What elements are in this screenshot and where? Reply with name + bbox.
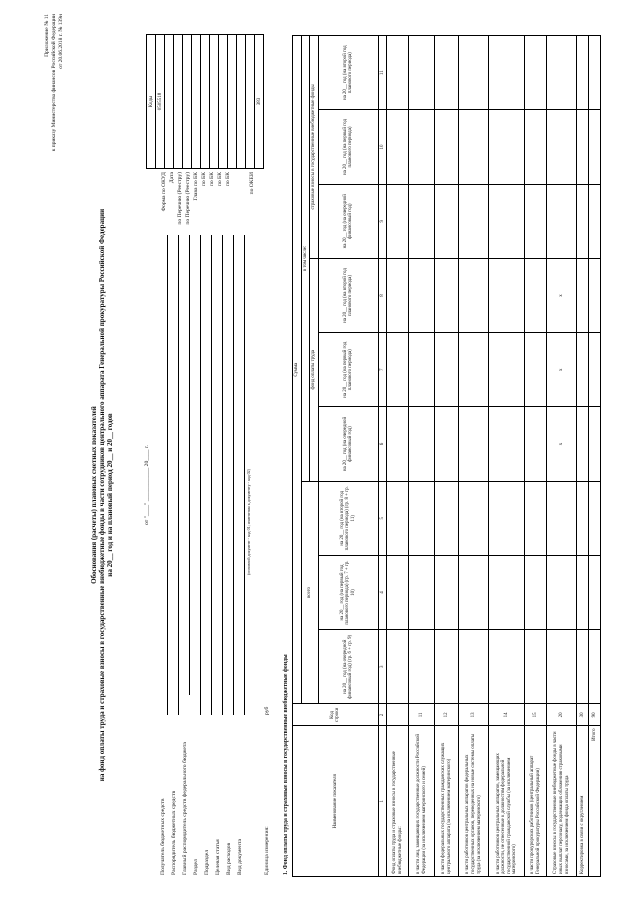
row-name: в части федеральных государственных гражданских служащих центрального аппарата (за исключением материнского) <box>435 726 459 877</box>
title-line-1: Обоснования (расчеты) плановых сметных показателей <box>90 406 98 584</box>
code-okei: 383 <box>255 35 264 169</box>
registry-label-1: по Перечню (Реестру) <box>177 172 183 225</box>
total-code: 90 <box>589 704 601 726</box>
table-row <box>547 36 577 877</box>
okei-label: по ОКЕИ <box>249 172 255 195</box>
row-code: 30 <box>577 704 589 726</box>
table-row <box>409 36 435 877</box>
row-name: в части работников центральных аппаратов федеральных государственных органов, переведенных на новые системы оплаты труда (за исключением материнского) <box>459 726 489 877</box>
codes-header: Коды <box>147 35 156 169</box>
col-num: 7 <box>378 333 387 407</box>
x-mark: x <box>547 407 577 481</box>
row-name: Фонд оплаты труда и страховые взносы в государственные внебюджетные фонды: <box>387 726 409 877</box>
code-bk-2 <box>210 35 219 169</box>
date-line: от "____" ____________ 20____ г. <box>144 445 150 525</box>
col-num: 6 <box>378 407 387 481</box>
col-code-header: Код строки <box>293 704 379 726</box>
bk-label-3: по БК <box>217 172 223 187</box>
code-extra-1 <box>237 35 246 169</box>
document-title <box>90 185 114 805</box>
unit-value: руб <box>264 706 270 715</box>
col-num: 11 <box>378 36 387 110</box>
doc-type-note: (основной документ - код 01; изменения к документу - код 02) <box>246 469 251 575</box>
row-code: 13 <box>459 704 489 726</box>
sub-header-10: на 20__ год (на первый год планового периода) <box>318 110 378 184</box>
row-name: Корректировка в связи с округлением <box>577 726 589 877</box>
sub-header-7: на 20__ год (на первый год планового периода) <box>318 333 378 407</box>
col-incl-header: в том числе: <box>301 36 310 482</box>
col-num: 2 <box>378 704 387 726</box>
sub-header-6: на 20__ год (на очередной финансовый год) <box>318 407 378 481</box>
code-bk-3 <box>219 35 228 169</box>
col-num: 1 <box>378 726 387 877</box>
col-num: 4 <box>378 555 387 629</box>
total-row <box>589 36 601 877</box>
label-section: Раздел <box>193 859 199 875</box>
code-bk-4 <box>228 35 237 169</box>
title-line-2: на фонд оплаты труда и страховые взносы в государственные внебюджетные фонды в части сотрудников центрального аппарата Генеральной прокуратуры Российской Федерации <box>98 208 106 782</box>
sub-header-8: на 20__ год (на второй год планового периода) <box>318 258 378 332</box>
label-doc-type: Вид документа <box>237 839 243 875</box>
sub-header-9: на 20__ год (на очередной финансовый год) <box>318 184 378 258</box>
label-main-manager: Главный распорядитель средств федерального бюджета <box>182 742 188 875</box>
col-ins-header: страховые взносы в государственные внебюджетные фонды <box>310 36 319 259</box>
label-target-article: Целевая статья <box>215 839 221 875</box>
col-num: 8 <box>378 258 387 332</box>
col-total-header: всего <box>301 481 318 704</box>
annex-line-2: к приказу Министерства финансов Российской Федерации <box>51 14 57 152</box>
date-label: Дата <box>169 172 175 184</box>
code-bk-1 <box>201 35 210 169</box>
annex-note <box>44 14 65 151</box>
sub-header-11: на 20__ год (на второй год планового периода) <box>318 36 378 110</box>
okud-label: Форма по ОКУД <box>161 172 167 212</box>
annex-line-3: от 20.06.2018 г. № 139н <box>58 14 64 69</box>
col-num: 9 <box>378 184 387 258</box>
bk-label-2: по БК <box>209 172 215 187</box>
col-fot-header: фонд оплаты труда <box>310 258 319 481</box>
title-line-3: на 20__ год и на плановый период 20__ и 20__ годов <box>106 413 114 577</box>
bk-label-1: по БК <box>201 172 207 187</box>
section-heading: 1. Фонд оплаты труда и страховые взносы в государственные внебюджетные фонды <box>283 654 289 875</box>
main-table <box>292 35 601 877</box>
row-code: 11 <box>409 704 435 726</box>
sub-header-3: на 20__ год (на очередной финансовый год) (гр. 6 + гр. 9) <box>318 630 378 704</box>
table-row <box>459 36 489 877</box>
label-expense-type: Вид расходов <box>226 842 232 875</box>
row-name: в части лиц, замещающих государственные должности Российской Федерации (за исключением материнского и семей) <box>409 726 435 877</box>
code-registry-2 <box>183 35 192 169</box>
row-code: 14 <box>489 704 525 726</box>
col-sum-header: Сумма <box>293 36 302 704</box>
row-name: Страховые взносы в государственные внебюджетные фонды в части иных выплат персоналу, подлежащих обложению страховыми взносами, за исключением фонда оплаты труда <box>547 726 577 877</box>
total-label: Итого <box>589 726 601 877</box>
col-name-header: Наименование показателя <box>293 726 379 877</box>
unit-label: Единица измерения: <box>264 826 270 875</box>
row-name: в части работников центральных аппаратов, замещающих должности, не отнесенные к должностям федеральной государственной гражданской службы (за исключением материнского) <box>489 726 525 877</box>
table-row <box>435 36 459 877</box>
code-date <box>165 35 174 169</box>
code-extra-2 <box>246 35 255 169</box>
row-code: 20 <box>547 704 577 726</box>
table-row <box>489 36 525 877</box>
row-code <box>387 704 409 726</box>
row-code: 15 <box>525 704 547 726</box>
bk-label-4: по БК <box>225 172 231 187</box>
row-name: в части прокурорских работников (центральный аппарат Генеральной прокуратуры Российской Федерации) <box>525 726 547 877</box>
column-number-row <box>378 36 387 877</box>
sub-header-4: на 20__ год (на первый год планового периода) (гр. 7 + гр. 10) <box>318 555 378 629</box>
col-num: 5 <box>378 481 387 555</box>
sub-header-5: на 20__ год (на второй год планового периода) (гр. 8 + гр. 11) <box>318 481 378 555</box>
x-mark: x <box>547 333 577 407</box>
label-recipient: Получатель бюджетных средств <box>160 798 166 875</box>
code-registry-1 <box>174 35 183 169</box>
code-okud: 0505518 <box>156 35 165 169</box>
row-code: 12 <box>435 704 459 726</box>
col-num: 10 <box>378 110 387 184</box>
table-row <box>387 36 409 877</box>
code-chapter <box>192 35 201 169</box>
table-row <box>577 36 589 877</box>
codes-box <box>146 34 264 169</box>
table-row <box>525 36 547 877</box>
chapter-label: Глава по БК <box>193 172 199 201</box>
registry-label-2: по Перечню (Реестру) <box>185 172 191 225</box>
label-manager: Распорядитель бюджетных средств <box>171 790 177 875</box>
x-mark: x <box>547 258 577 332</box>
col-num: 3 <box>378 630 387 704</box>
label-subsection: Подраздел <box>204 849 210 875</box>
annex-line-1: Приложение № 11 <box>44 14 50 57</box>
